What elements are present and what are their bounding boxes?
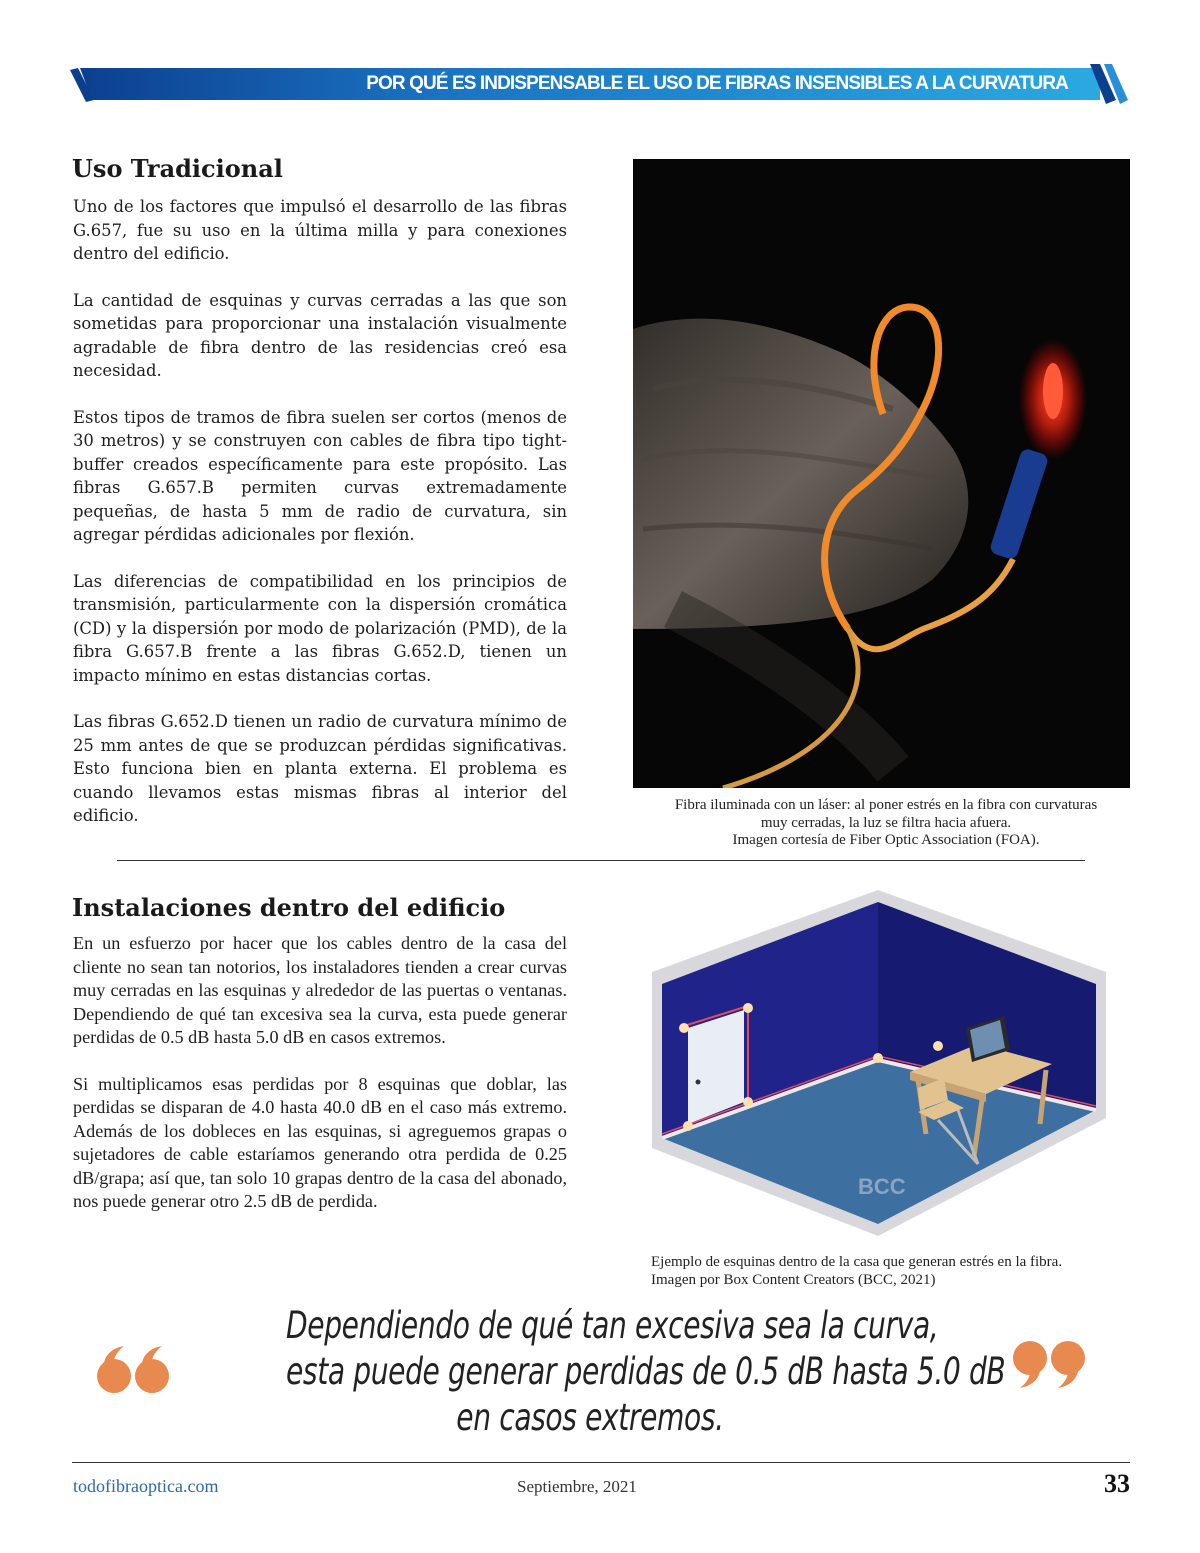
page-number: 33 (1104, 1469, 1130, 1498)
banner-title: POR QUÉ ES INDISPENSABLE EL USO DE FIBRAS INSENSIBLES A LA CURVATURA (366, 73, 1068, 94)
fiber-laser-illustration (633, 159, 1130, 788)
paragraph: Estos tipos de tramos de fibra suelen ser cortos (menos de 30 metros) y se construyen con cables de fibra tipo tight-buffer creados específicamente para este propósito. Las fibras G.657.B permiten curvas extremadamente pequeñas, de hasta 5 mm de radio de curvatura, sin agregar pérdidas adicionales por flexión. (73, 407, 567, 544)
pull-quote (286, 1303, 1006, 1441)
pull-quote-line: Dependiendo de qué tan excesiva sea la curva, (286, 1304, 939, 1347)
header-banner (70, 64, 1130, 104)
paragraph: Si multiplicamos esas perdidas por 8 esquinas que doblar, las perdidas se disparan de 4.0 hasta 40.0 dB en el caso más extremo. Además de los dobleces en las esquinas, si agreguemos grapas o sujetadores de cable estaríamos generando otra perdida de 0.25 dB/grapa; así que, tan solo 10 grapas dentro de la casa del abonado, nos puede generar otro 2.5 dB de perdida. (73, 1073, 567, 1211)
pull-quote-line: en casos extremos. (456, 1396, 724, 1439)
bcc-watermark: BCC (858, 1174, 906, 1199)
fiber-laser-photo (633, 159, 1130, 788)
caption-line: muy cerradas, la luz se filtra hacia afuera. (760, 814, 1012, 831)
caption-line: Imagen por Box Content Creators (BCC, 2021) (651, 1271, 936, 1288)
photo-caption (633, 797, 1139, 850)
footer-date: Septiembre, 2021 (517, 1477, 637, 1496)
room-illustration (648, 888, 1110, 1238)
paragraph: En un esfuerzo por hacer que los cables dentro de la casa del cliente no sean tan notorios, los instaladores tienden a crear curvas muy cerradas en las esquinas y alrededor de las puertas o ventanas. Dependiendo de qué tan excesiva sea la curva, esta puede generar perdidas de 0.5 dB hasta 5.0 dB en casos extremos. (73, 933, 567, 1047)
room-corners-diagram (648, 888, 1110, 1238)
section-divider (117, 860, 1085, 861)
illustration-caption (651, 1254, 1131, 1289)
caption-line: Ejemplo de esquinas dentro de la casa que generan estrés en la fibra. (651, 1254, 1063, 1270)
caption-line: Fibra iluminada con un láser: al poner estrés en la fibra con curvaturas (674, 797, 1098, 813)
pull-quote-line: esta puede generar perdidas de 0.5 dB hasta 5.0 dB (286, 1350, 1006, 1393)
section-heading-uso-tradicional: Uso Tradicional (72, 154, 283, 183)
paragraph: Uno de los factores que impulsó el desarrollo de las fibras G.657, fue su uso en la última milla y para conexiones dentro del edificio. (73, 197, 567, 263)
caption-line: Imagen cortesía de Fiber Optic Association (FOA). (732, 832, 1040, 848)
section-heading-instalaciones: Instalaciones dentro del edificio (72, 893, 506, 922)
section1-body (73, 195, 567, 851)
section2-body (73, 932, 567, 1237)
paragraph: Las diferencias de compatibilidad en los principios de transmisión, particularmente con la dispersión cromática (CD) y la dispersión por modo de polarización (PMD), de la fibra G.657.B frente a las fibras G.652.D, tienen un impacto mínimo en estas distancias cortas. (73, 571, 567, 685)
footer-rule (72, 1462, 1130, 1463)
footer-site-link[interactable]: todofibraoptica.com (73, 1476, 219, 1496)
open-quote-icon (96, 1346, 172, 1394)
paragraph: La cantidad de esquinas y curvas cerradas a las que son sometidas para proporcionar una instalación visualmente agradable de fibra dentro de las residencias creó esa necesidad. (73, 290, 567, 380)
paragraph: Las fibras G.652.D tienen un radio de curvatura mínimo de 25 mm antes de que se produzcan pérdidas significativas. Esto funciona bien en planta externa. El problema es cuando llevamos estas mismas fibras al interior del edificio. (73, 712, 567, 825)
close-quote-icon (1010, 1340, 1086, 1388)
